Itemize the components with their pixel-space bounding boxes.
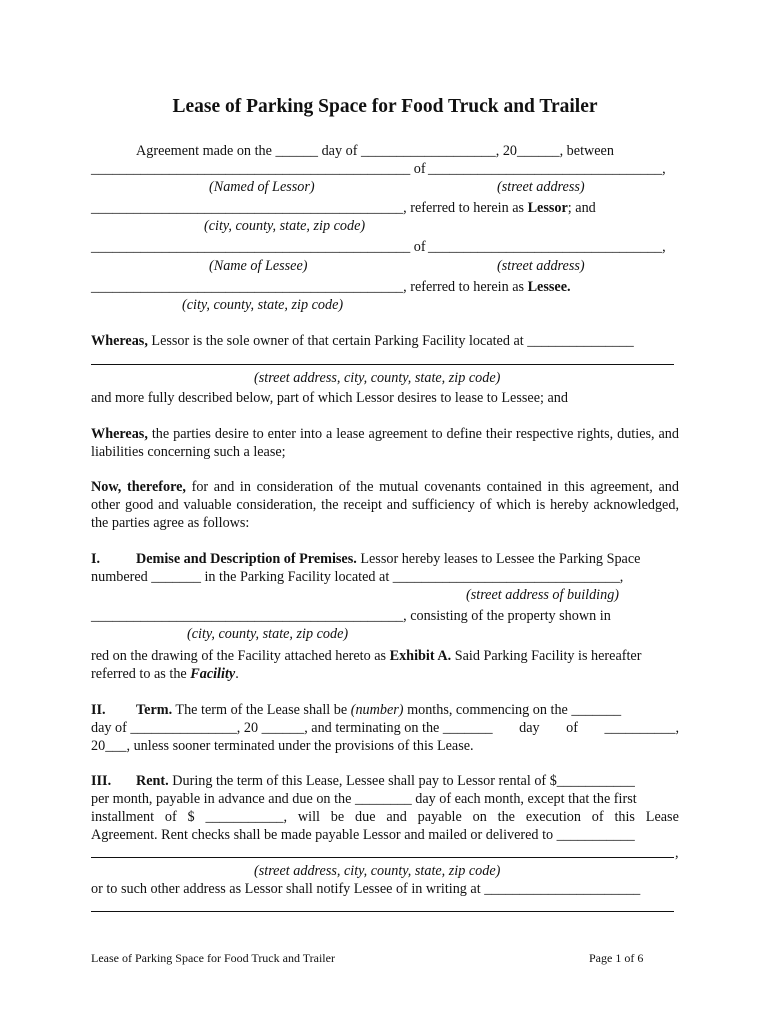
consideration-paragraph: Now, therefore, for and in consideration of the mutual covenants contained in this agreement, and other good and valuable consideration, the receipt and sufficiency of which is hereby acknowledged, the parties agree as follows: [91, 479, 679, 531]
lessee-name-caption: (Name of Lessee) [209, 258, 308, 274]
exhibit-a-reference: Exhibit A. [389, 648, 452, 664]
lessor-term: Lessor [527, 200, 568, 216]
lessor-street-line: _________________________________, [428, 161, 666, 177]
rent-address-comma: , [675, 845, 679, 861]
section-2-heading-line: II. Term. The term of the Lease shall be (number) months, commencing on the _______ [91, 702, 622, 718]
rent-due-line: per month, payable in advance and due on the ________ day of each month, except that the first [91, 791, 637, 807]
section-3-heading-line: III. Rent. During the term of this Lease, Lessee shall pay to Lessor rental of $___________ [91, 773, 635, 789]
term-dates-line: day of _______________, 20 ______, and terminating on the _______ day of __________, [91, 720, 679, 736]
lessor-city-caption: (city, county, state, zip code) [204, 218, 366, 234]
lessor-name-line: _____________________________________________ of [91, 161, 426, 177]
alternate-address-blank [91, 911, 674, 912]
whereas-location-line: Whereas, Lessor is the sole owner of that certain Parking Facility located at _______________ [91, 333, 634, 349]
footer-title: Lease of Parking Space for Food Truck and Trailer [91, 951, 335, 965]
lessee-city-line: ____________________________________________, referred to herein as Lessee. [91, 279, 571, 295]
lessor-street-caption: (street address) [497, 179, 585, 195]
rent-address-blank [91, 857, 674, 858]
section-2-heading: Term. [136, 702, 173, 718]
section-3-heading: Rent. [136, 773, 169, 789]
lessee-term: Lessee. [527, 279, 571, 295]
lessee-street-caption: (street address) [497, 258, 585, 274]
lessor-name-caption: (Named of Lessor) [209, 179, 315, 195]
exhibit-line: red on the drawing of the Facility attached hereto as Exhibit A. Said Parking Facility is hereafter [91, 648, 642, 664]
whereas-purpose-paragraph: Whereas, the parties desire to enter into a lease agreement to define their respective rights, duties, and liabilities concerning such a lease; [91, 426, 679, 460]
whereas-description-line: and more fully described below, part of which Lessor desires to lease to Lessee; and [91, 390, 568, 406]
rent-payee-line: Agreement. Rent checks shall be made payable Lessor and mailed or delivered to ___________ [91, 827, 635, 843]
rent-address-caption: (street address, city, county, state, zip code) [254, 863, 501, 879]
parking-space-number-line: numbered _______ in the Parking Facility located at ________________________________, [91, 569, 624, 585]
facility-address-blank [91, 364, 674, 365]
building-address-caption: (street address of building) [466, 587, 620, 603]
section-1-heading: Demise and Description of Premises. [136, 551, 357, 567]
facility-address-caption: (street address, city, county, state, zip code) [254, 370, 501, 386]
building-city-line: ____________________________________________, consisting of the property shown in [91, 608, 611, 624]
facility-term: Facility [190, 666, 236, 682]
lessee-city-caption: (city, county, state, zip code) [182, 297, 344, 313]
term-end-line: 20___, unless sooner terminated under the provisions of this Lease. [91, 738, 474, 754]
facility-definition-line: referred to as the Facility. [91, 666, 239, 682]
document-title: Lease of Parking Space for Food Truck and Trailer [172, 96, 598, 117]
first-installment-line: installment of $ ___________, will be due and payable on the execution of this Lease [91, 809, 679, 825]
building-city-caption: (city, county, state, zip code) [187, 626, 349, 642]
agreement-date-line: Agreement made on the ______ day of ___________________, 20______, between [136, 143, 614, 159]
lessor-city-line: ____________________________________________, referred to herein as Lessor; and [91, 200, 596, 216]
alternate-address-line: or to such other address as Lessor shall notify Lessee of in writing at ______________________ [91, 881, 641, 897]
section-1-heading-line: I. Demise and Description of Premises. Lessor hereby leases to Lessee the Parking Space [91, 551, 641, 567]
lessee-street-line: _________________________________, [428, 239, 666, 255]
page-number: Page 1 of 6 [589, 951, 644, 965]
lessee-name-line: _____________________________________________ of [91, 239, 426, 255]
